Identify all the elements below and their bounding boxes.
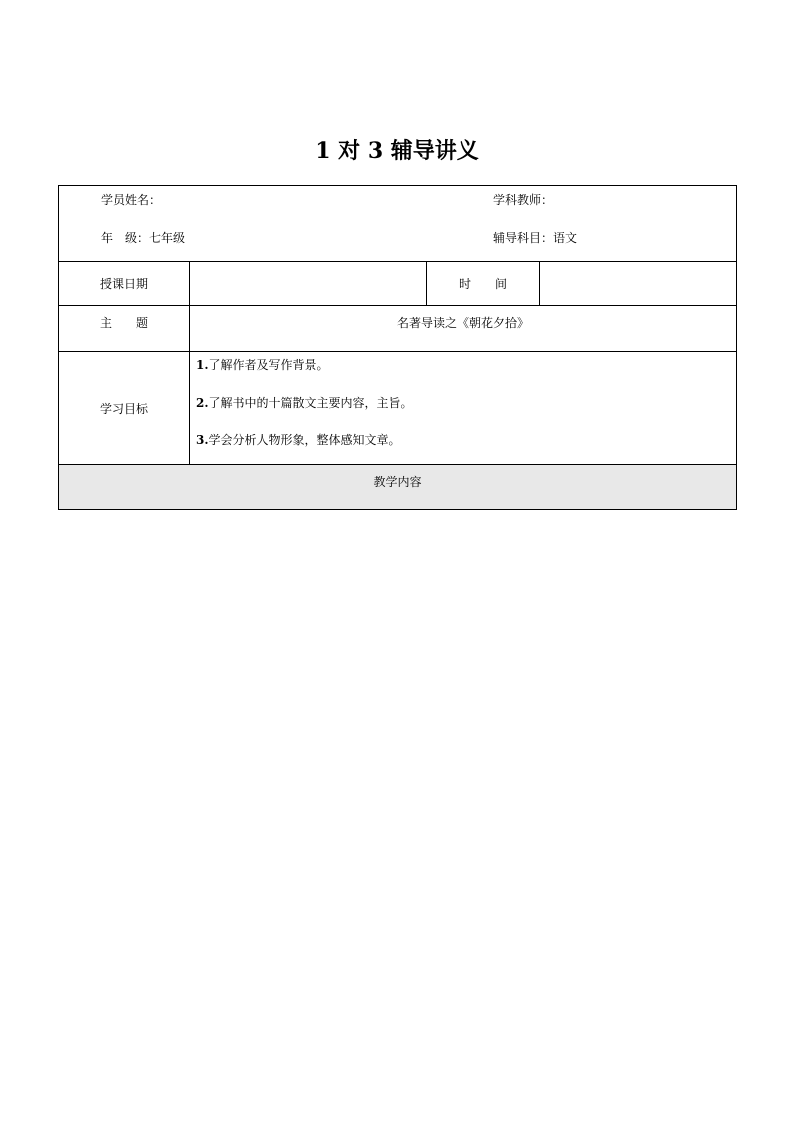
topic-value: 名著导读之《朝花夕拾》 <box>396 316 529 330</box>
goal-number: 3. <box>196 433 209 447</box>
topic-value-cell <box>190 306 737 352</box>
time-value <box>540 262 737 306</box>
grade-value: 七年级 <box>149 231 186 245</box>
subject-label: 辅导科目： <box>493 231 554 245</box>
lesson-plan-table <box>58 185 737 510</box>
goal-text: 了解书中的十篇散文主要内容，主旨。 <box>208 396 413 410</box>
content-header-cell <box>59 465 737 510</box>
topic-label-cell <box>59 306 190 352</box>
goals-row <box>59 352 737 465</box>
goal-number: 2. <box>196 396 209 410</box>
goals-label: 学习目标 <box>59 352 190 465</box>
goal-item <box>196 395 736 411</box>
goals-list <box>190 352 737 465</box>
content-row <box>59 465 737 510</box>
content-label: 教学内容 <box>373 475 422 489</box>
grade-field <box>101 230 185 246</box>
goal-text: 学会分析人物形象，整体感知文章。 <box>208 433 401 447</box>
info-row <box>59 186 737 262</box>
student-info-cell <box>59 186 737 262</box>
subject-field <box>493 230 577 246</box>
goal-text: 了解作者及写作背景。 <box>208 358 329 372</box>
document-title: 1 对 3 辅导讲义 <box>315 138 479 164</box>
topic-label: 主 题 <box>99 316 148 330</box>
grade-label: 年 级： <box>101 231 150 245</box>
goal-item <box>196 357 736 373</box>
schedule-row <box>59 262 737 306</box>
goal-number: 1. <box>196 358 209 372</box>
topic-row <box>59 306 737 352</box>
date-label: 授课日期 <box>59 262 190 306</box>
subject-value: 语文 <box>553 231 578 245</box>
goal-item <box>196 432 736 448</box>
student-name-label: 学员姓名： <box>101 193 162 207</box>
time-label: 时 间 <box>427 262 540 306</box>
teacher-label: 学科教师： <box>493 193 554 207</box>
date-value <box>190 262 427 306</box>
